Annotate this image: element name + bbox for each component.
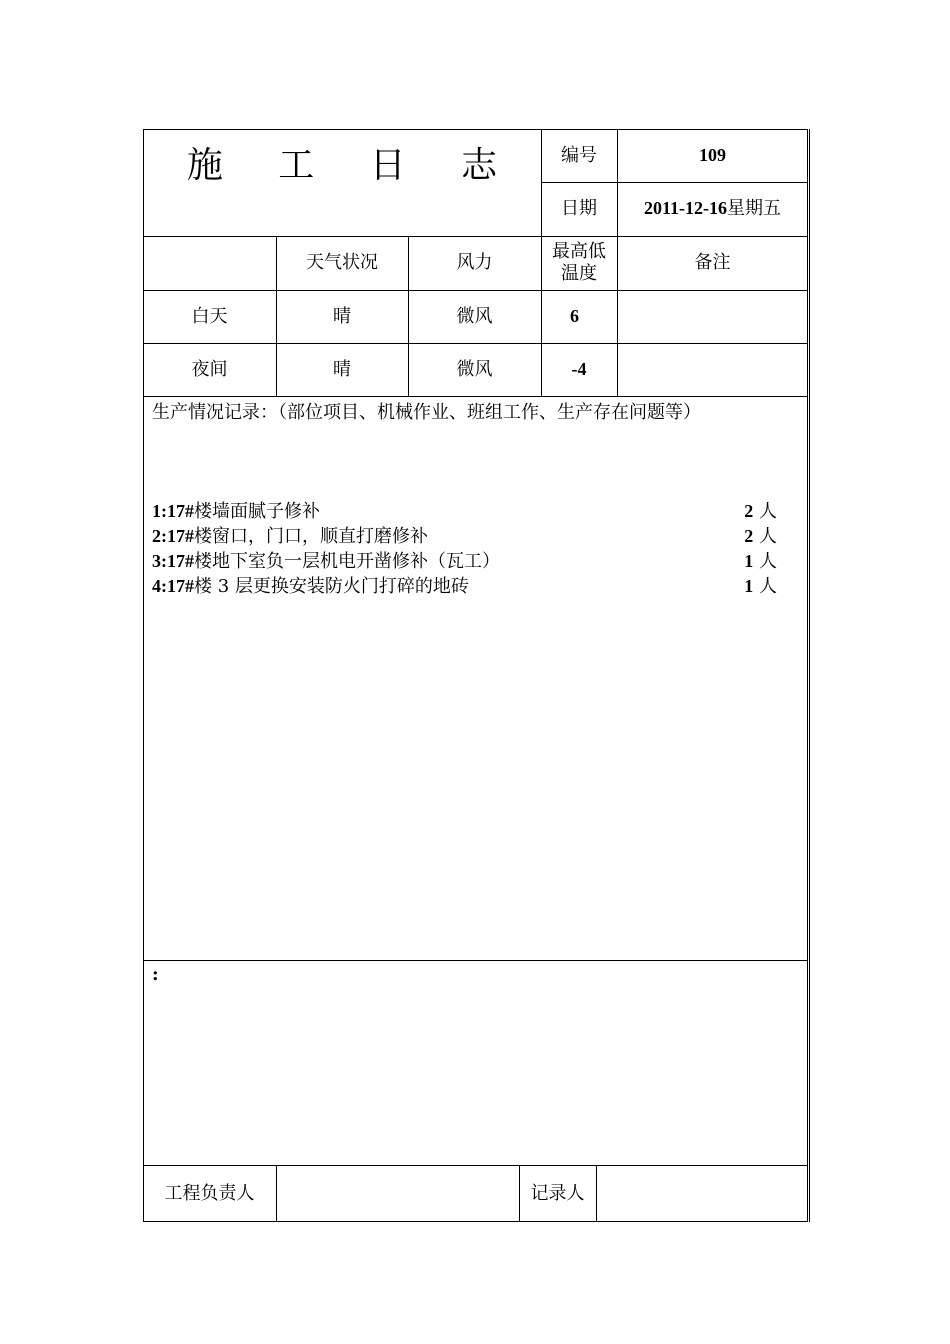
task-unit: 人	[759, 501, 777, 522]
task-unit: 人	[759, 526, 777, 547]
temp-header-line2: 温度	[561, 263, 597, 284]
task-row	[152, 547, 777, 573]
task-text: 楼地下室负一层机电开凿修补（瓦工）	[194, 551, 500, 572]
divider	[143, 396, 808, 397]
manager-label: 工程负责人	[164, 1182, 255, 1204]
weather-header-temp	[541, 236, 617, 290]
production-heading: 生产情况记录：（部位项目、机械作业、班组工作、生产存在问题等）	[152, 402, 701, 423]
manager-value	[276, 1165, 519, 1222]
task-count: 2	[744, 501, 754, 521]
date-value: 2011-12-16	[644, 198, 727, 219]
page-title: 施 工 日 志	[186, 144, 520, 186]
weather-header-wind: 风力	[456, 252, 493, 274]
task-row	[152, 572, 777, 598]
weather-night-note	[617, 343, 808, 396]
weather-night-period: 夜间	[191, 358, 228, 380]
task-unit: 人	[759, 551, 777, 572]
weather-day-note	[617, 290, 808, 343]
weather-header-note: 备注	[694, 252, 731, 274]
task-number: 3:17#	[152, 551, 194, 571]
divider	[143, 960, 808, 961]
task-number: 2:17#	[152, 526, 194, 546]
other-section-marker: :	[152, 964, 159, 985]
task-count: 1	[744, 576, 754, 596]
number-label: 编号	[561, 144, 597, 166]
weather-day-condition: 晴	[333, 305, 351, 327]
date-label: 日期	[561, 198, 597, 220]
weather-night-temp: -4	[571, 358, 587, 379]
task-number: 1:17#	[152, 501, 194, 521]
weather-night-wind: 微风	[456, 358, 493, 380]
weather-day-period: 白天	[191, 305, 228, 327]
recorder-value	[596, 1165, 808, 1222]
task-number: 4:17#	[152, 576, 194, 596]
task-count: 1	[744, 551, 754, 571]
task-text: 楼 3 层更换安装防火门打碎的地砖	[194, 576, 469, 597]
temp-header-line1: 最高低	[552, 240, 606, 262]
task-unit: 人	[759, 576, 777, 597]
task-count: 2	[744, 526, 754, 546]
task-row	[152, 497, 777, 523]
task-row	[152, 522, 777, 548]
weather-header-condition: 天气状况	[306, 252, 378, 274]
task-text: 楼窗口，门口，顺直打磨修补	[194, 526, 428, 547]
weather-day-temp: 6	[570, 305, 579, 326]
number-value: 109	[699, 144, 726, 165]
weather-night-condition: 晴	[333, 358, 351, 380]
date-cell	[617, 182, 808, 236]
weather-day-wind: 微风	[456, 305, 493, 327]
task-text: 楼墙面腻子修补	[194, 501, 320, 522]
recorder-label: 记录人	[530, 1182, 585, 1204]
weekday: 星期五	[727, 198, 781, 220]
right-border-double	[809, 129, 810, 1222]
